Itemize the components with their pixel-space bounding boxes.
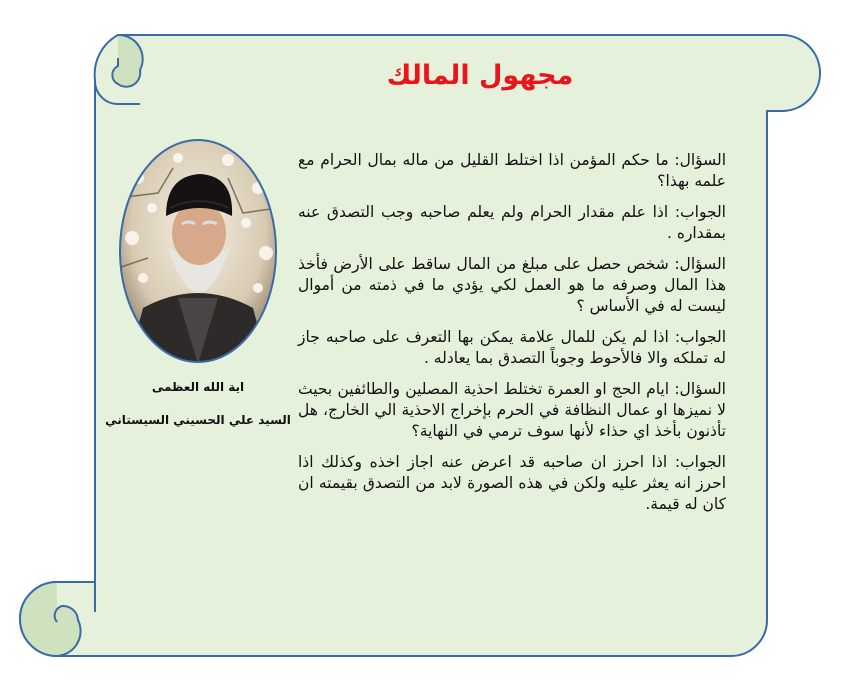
qa-question-1: السؤال: ما حكم المؤمن اذا اختلط القليل من ماله بمال الحرام مع علمه بهذا؟ [298,151,726,190]
page-title: مجهول المالك [386,60,574,91]
qa-answer-2: الجواب: اذا لم يكن للمال علامة يمكن بها التعرف على صاحبه جاز له تملكه والا فالأحوط وجوباً التصدق بما يعادله . [298,328,726,367]
qa-answer-3: الجواب: اذا احرز ان صاحبه قد اعرض عنه اجاز اخذه وكذلك اذا احرز انه يعثر عليه ولكن في هذه الصورة لابد من التصدق بقيمته ان كان له قيمة. [298,453,726,513]
portrait-caption-title: اية الله العظمى [151,380,245,394]
qa-answer-1: الجواب: اذا علم مقدار الحرام ولم يعلم صاحبه وجب التصدق عنه بمقداره . [298,203,726,242]
qa-content [298,150,726,525]
portrait-caption-name: السيد علي الحسيني السيستاني [105,413,291,427]
qa-question-2: السؤال: شخص حصل على مبلغ من المال ساقط على الأرض فأخذ هذا المال وصرفه ما هو العمل لكي يؤدي ما في ذمته من أموال ليست له في الأساس ؟ [298,255,726,315]
qa-question-3: السؤال: ايام الحج او العمرة تختلط احذية المصلين والطائفين بحيث لا نميزها او عمال النظافة في الحرم بإخراج الاحذية الي الخارج، هل تأذنون بأخذ اي حذاء لأنها سوف ترمي في النهاية؟ [298,380,726,440]
portrait-photo-icon [118,138,278,364]
